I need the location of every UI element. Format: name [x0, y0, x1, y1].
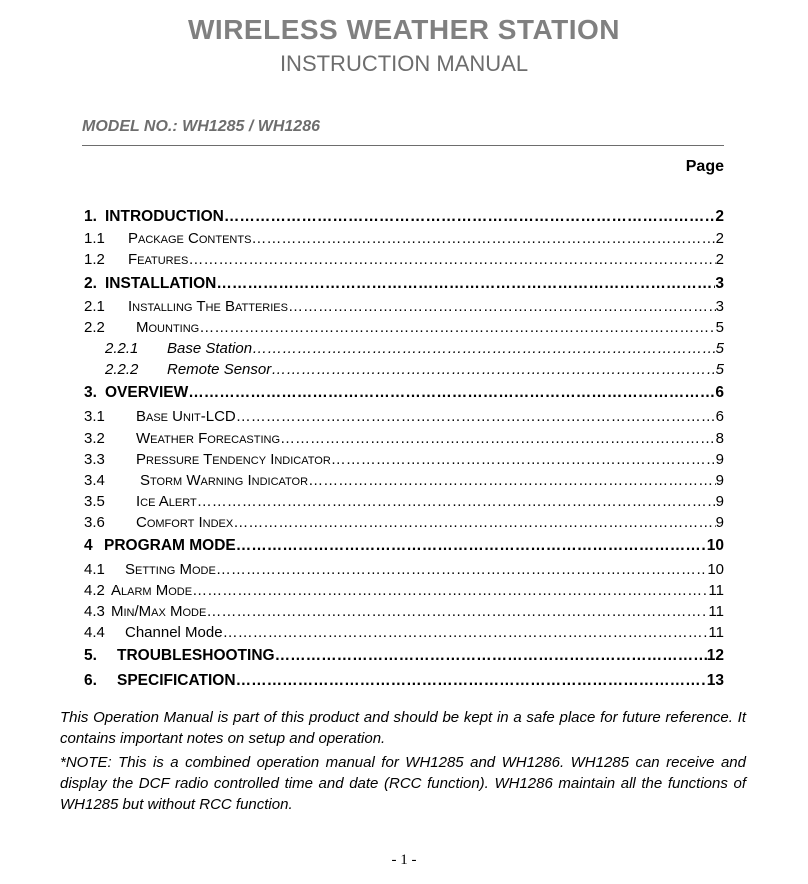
toc-number: 5. [84, 647, 97, 664]
toc-page: 12 [706, 647, 724, 664]
toc-entry [84, 624, 724, 641]
toc-entry [84, 672, 724, 690]
toc-label: Remote Sensor [167, 361, 272, 378]
toc-label: Weather Forecasting [136, 430, 281, 447]
header-divider [82, 145, 724, 146]
toc-entry [84, 384, 724, 402]
toc-entry [84, 251, 724, 268]
toc-number: 2.1 [84, 298, 105, 315]
toc-leader [331, 451, 716, 468]
toc-entry [84, 561, 724, 578]
toc-leader [199, 319, 715, 336]
toc-label: INTRODUCTION [105, 208, 224, 225]
toc-number: 4.1 [84, 561, 105, 578]
toc-number: 1.2 [84, 251, 105, 268]
toc-number: 2.2.1 [105, 340, 139, 357]
document-subtitle: INSTRUCTION MANUAL [279, 51, 529, 76]
toc-leader [236, 537, 707, 555]
toc-page: 9 [715, 493, 724, 510]
toc-label: Alarm Mode [111, 582, 193, 599]
toc-label: Comfort Index [136, 514, 234, 531]
toc-leader [216, 275, 715, 293]
toc-label: Base Station [167, 340, 253, 357]
page-column-label: Page [685, 158, 724, 175]
toc-leader [236, 408, 716, 425]
toc-label: OVERVIEW [105, 384, 189, 401]
toc-page: 8 [715, 430, 724, 447]
toc-label: INSTALLATION [105, 275, 217, 292]
toc-number: 3.5 [84, 493, 105, 510]
toc-entry [84, 430, 724, 447]
toc-label: Package Contents [128, 230, 252, 247]
toc-leader [224, 208, 716, 226]
toc-page: 6 [715, 384, 724, 401]
toc-label: Min/Max Mode [111, 603, 207, 620]
toc-number: 3.2 [84, 430, 105, 447]
toc-page: 5 [715, 319, 724, 336]
toc-leader [236, 672, 707, 690]
toc-number: 3.3 [84, 451, 105, 468]
toc-number: 3.4 [84, 472, 105, 489]
toc-entry [84, 603, 724, 620]
toc-entry [105, 361, 724, 378]
toc-leader [252, 340, 716, 357]
toc-entry [84, 298, 724, 315]
toc-page: 13 [706, 672, 724, 689]
toc-page: 11 [708, 624, 724, 641]
toc-label: Mounting [136, 319, 200, 336]
toc-entry [84, 582, 724, 599]
toc-number: 4.3 [84, 603, 105, 620]
toc-number: 4.2 [84, 582, 105, 599]
toc-leader [223, 624, 709, 641]
toc-page: 3 [715, 275, 724, 292]
toc-leader [206, 603, 708, 620]
toc-leader [197, 493, 716, 510]
toc-leader [188, 251, 715, 268]
toc-leader [275, 647, 707, 665]
toc-page: 9 [715, 472, 724, 489]
toc-number: 4.4 [84, 624, 105, 641]
toc-number: 2.2.2 [105, 361, 139, 378]
toc-label: SPECIFICATION [117, 672, 236, 689]
toc-label: Features [128, 251, 189, 268]
toc-entry [84, 319, 724, 336]
toc-entry [84, 514, 724, 531]
toc-page: 3 [715, 298, 724, 315]
toc-leader [216, 561, 707, 578]
toc-leader [251, 230, 715, 247]
toc-leader [280, 430, 716, 447]
toc-leader [192, 582, 708, 599]
toc-label: Pressure Tendency Indicator [136, 451, 331, 468]
toc-entry [84, 275, 724, 293]
toc-label: Ice Alert [136, 493, 197, 510]
toc-label: PROGRAM MODE [104, 537, 236, 554]
toc-page: 11 [708, 582, 724, 599]
toc-number: 4 [84, 537, 93, 554]
toc-page: 11 [708, 603, 724, 620]
toc-page: 9 [715, 451, 724, 468]
toc-entry [105, 340, 724, 357]
toc-page: 2 [715, 251, 724, 268]
toc-page: 2 [715, 208, 724, 225]
toc-entry [84, 208, 724, 226]
model-number: MODEL NO.: WH1285 / WH1286 [82, 118, 320, 135]
toc-label: Base Unit-LCD [136, 408, 236, 425]
toc-entry [84, 230, 724, 247]
toc-number: 3.1 [84, 408, 105, 425]
toc-page: 6 [715, 408, 724, 425]
toc-leader [188, 384, 715, 402]
toc-entry [84, 451, 724, 468]
toc-page: 10 [706, 537, 724, 554]
toc-leader [288, 298, 716, 315]
toc-number: 3.6 [84, 514, 105, 531]
toc-number: 3. [84, 384, 97, 401]
toc-leader [233, 514, 715, 531]
toc-label: Channel Mode [125, 624, 223, 641]
toc-entry [84, 647, 724, 665]
manual-note: This Operation Manual is part of this product and should be kept in a safe place for future reference. It contains important notes on setup and operation. [60, 709, 746, 747]
toc-page: 10 [707, 561, 724, 578]
toc-leader [308, 472, 716, 489]
toc-page: 9 [715, 514, 724, 531]
toc-entry [84, 408, 724, 425]
toc-number: 1. [84, 208, 97, 225]
toc-label: Installing The Batteries [128, 298, 288, 315]
toc-page: 2 [715, 230, 724, 247]
toc-number: 6. [84, 672, 97, 689]
toc-number: 2.2 [84, 319, 105, 336]
toc-label: Storm Warning Indicator [140, 472, 309, 489]
toc-page: 5 [715, 340, 724, 357]
toc-number: 2. [84, 275, 97, 292]
toc-entry [84, 493, 724, 510]
toc-leader [271, 361, 715, 378]
document-title: WIRELESS WEATHER STATION [188, 14, 620, 45]
toc-entry [84, 537, 724, 555]
toc-label: TROUBLESHOOTING [117, 647, 275, 664]
page-number: - 1 - [391, 852, 417, 868]
toc-entry [84, 472, 724, 489]
toc-page: 5 [715, 361, 724, 378]
combined-note: *NOTE: This is a combined operation manual for WH1285 and WH1286. WH1285 can receive and display the DCF radio controlled time and date (RCC function). WH1286 maintain all the functions of WH1285 but without RCC function. [60, 754, 746, 813]
toc-number: 1.1 [84, 230, 105, 247]
toc-label: Setting Mode [125, 561, 216, 578]
